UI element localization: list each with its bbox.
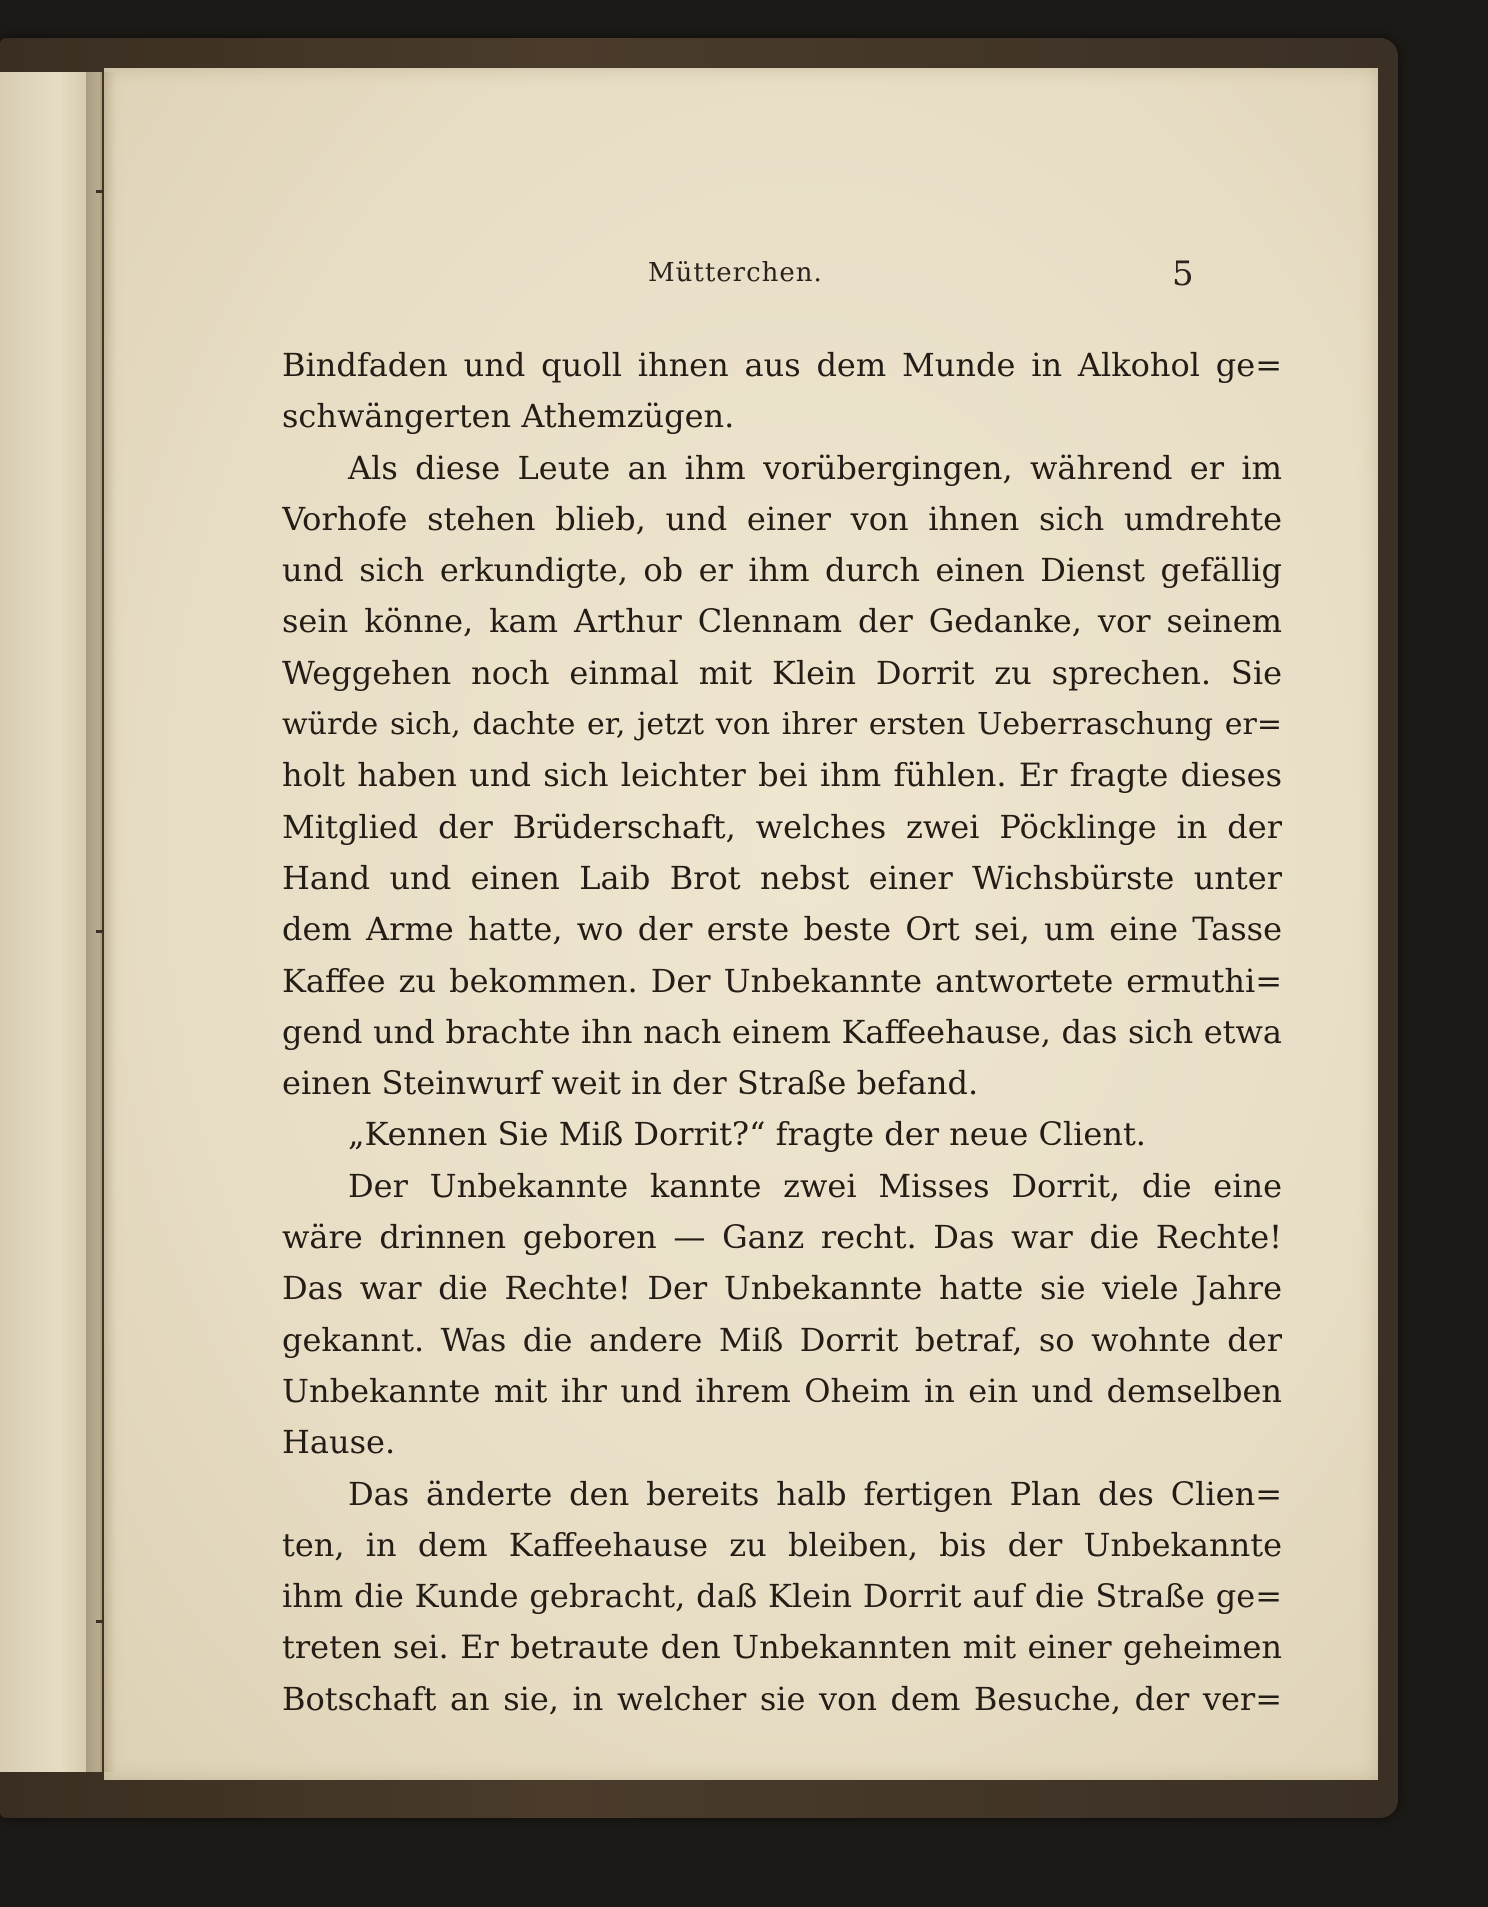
- text-line: holt haben und sich leichter bei ihm fühlen. Er fragte dieses: [282, 756, 1282, 795]
- text-line: Bindfaden und quoll ihnen aus dem Munde in Alkohol ge=: [282, 346, 1282, 384]
- text-line: Hause.: [282, 1423, 396, 1462]
- text-line: Hand und einen Laib Brot nebst einer Wichsbürste unter: [282, 858, 1282, 897]
- text-line: und sich erkundigte, ob er ihm durch einen Dienst gefällig: [282, 551, 1282, 590]
- text-line: Unbekannte mit ihr und ihrem Oheim in ein und demselben: [282, 1371, 1282, 1410]
- text-line: Botschaft an sie, in welcher sie von dem Besuche, der ver=: [282, 1679, 1282, 1718]
- text-line: Mitglied der Brüderschaft, welches zwei Pöcklinge in der: [282, 807, 1282, 846]
- text-line: sein könne, kam Arthur Clennam der Gedanke, vor seinem: [282, 602, 1282, 641]
- text-line: Das änderte den bereits halb fertigen Plan des Clien=: [348, 1474, 1282, 1513]
- text-line: schwängerten Athemzügen.: [282, 397, 735, 436]
- text-line: Kaffee zu bekommen. Der Unbekannte antwortete ermuthi=: [282, 961, 1282, 1000]
- page-header: [104, 254, 1378, 298]
- text-line: ten, in dem Kaffeehause zu bleiben, bis der Unbekannte: [282, 1525, 1282, 1564]
- margin-mark: [96, 1620, 104, 1623]
- page-number: 5: [1172, 254, 1194, 294]
- text-line: „Kennen Sie Miß Dorrit?“ fragte der neue Client.: [348, 1115, 1146, 1154]
- text-line: Als diese Leute an ihm vorübergingen, während er im: [348, 448, 1282, 487]
- spine-shadow: [86, 72, 116, 1772]
- text-line: würde sich, dachte er, jetzt von ihrer ersten Ueberraschung er=: [282, 707, 1282, 743]
- text-line: Weggehen noch einmal mit Klein Dorrit zu sprechen. Sie: [282, 653, 1282, 692]
- text-line: Vorhofe stehen blieb, und einer von ihnen sich umdrehte: [282, 499, 1282, 538]
- text-line: dem Arme hatte, wo der erste beste Ort sei, um eine Tasse: [282, 910, 1282, 949]
- text-line: gekannt. Was die andere Miß Dorrit betraf, so wohnte der: [282, 1320, 1282, 1359]
- text-line: wäre drinnen geboren — Ganz recht. Das war die Rechte!: [282, 1218, 1282, 1257]
- text-line: Der Unbekannte kannte zwei Misses Dorrit, die eine: [348, 1166, 1282, 1205]
- text-line: treten sei. Er betraute den Unbekannten mit einer geheimen: [282, 1628, 1282, 1667]
- margin-mark: [96, 190, 104, 193]
- book-page: [104, 68, 1378, 1780]
- running-title: Mütterchen.: [648, 258, 823, 288]
- text-line: einen Steinwurf weit in der Straße befand.: [282, 1064, 979, 1103]
- text-line: gend und brachte ihn nach einem Kaffeehause, das sich etwa: [282, 1012, 1282, 1051]
- body-text: [282, 340, 1282, 1725]
- text-line: ihm die Kunde gebracht, daß Klein Dorrit auf die Straße ge=: [282, 1577, 1282, 1616]
- margin-mark: [96, 930, 104, 933]
- text-line: Das war die Rechte! Der Unbekannte hatte sie viele Jahre: [282, 1269, 1282, 1308]
